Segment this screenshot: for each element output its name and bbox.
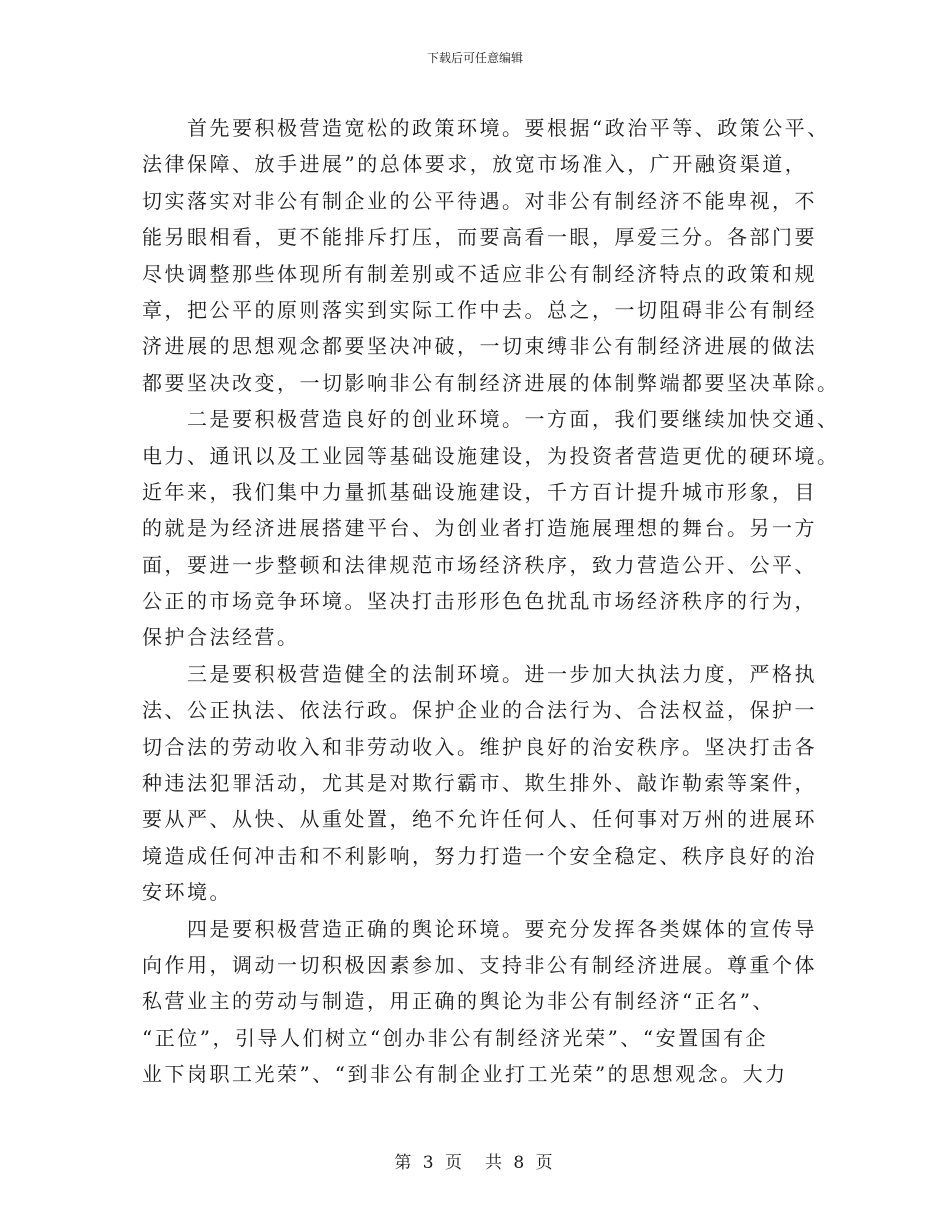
text-line: 首先要积极营造宽松的政策环境。要根据“政治平等、政策公平、 — [142, 116, 830, 140]
paragraph-policy-environment — [142, 110, 840, 401]
page-number — [0, 1152, 950, 1174]
paragraph-legal-environment — [142, 656, 817, 911]
text-line: 都要坚决改变，一切影响非公有制经济进展的体制弊端都要坚决革除。 — [142, 370, 840, 395]
text-line: 章，把公平的原则落实到实际工作中去。总之，一切阻碍非公有制经 — [142, 297, 817, 322]
page-header-note: 下载后可任意编辑 — [426, 51, 523, 65]
page-number-suffix: 页 — [535, 1153, 556, 1173]
text-line: 三是要积极营造健全的法制环境。进一步加大执法力度，严格执 — [142, 661, 817, 686]
text-line: 安环境。 — [142, 880, 232, 905]
page-number-middle: 页 共 — [445, 1153, 505, 1173]
text-line: 二是要积极营造良好的创业环境。一方面，我们要继续加快交通、 — [142, 407, 840, 432]
text-line: 近年来，我们集中力量抓基础设施建设，千方百计提升城市形象，目 — [142, 479, 817, 504]
text-line: 向作用，调动一切积极因素参加、支持非公有制经济进展。尊重个体 — [142, 952, 817, 977]
text-line: “正位”，引导人们树立“创办非公有制经济光荣”、“安置国有企 — [142, 1025, 769, 1050]
text-line: 法、公正执法、依法行政。保护企业的合法行为、合法权益，保护一 — [142, 698, 817, 723]
text-line: 境造成任何冲击和不利影响，努力打造一个安全稳定、秩序良好的治 — [142, 843, 817, 868]
document-body — [142, 110, 840, 1093]
paragraph-business-environment — [142, 401, 840, 656]
text-line: 面，要进一步整顿和法律规范市场经济秩序，致力营造公开、公平、 — [142, 552, 817, 577]
text-line: 尽快调整那些体现所有制差别或不适应非公有制经济特点的政策和规 — [142, 261, 817, 286]
text-line: 业下岗职工光荣”、“到非公有制企业打工光荣”的思想观念。大力 — [142, 1062, 788, 1087]
text-line: 保护合法经营。 — [142, 625, 300, 650]
text-line: 的就是为经济进展搭建平台、为创业者打造施展理想的舞台。另一方 — [142, 516, 817, 541]
text-line: 能另眼相看，更不能排斥打压，而要高看一眼，厚爱三分。各部门要 — [142, 225, 817, 250]
text-line: 济进展的思想观念都要坚决冲破，一切束缚非公有制经济进展的做法 — [142, 334, 817, 359]
text-line: 要从严、从快、从重处置，绝不允许任何人、任何事对万州的进展环 — [142, 807, 817, 832]
page-number-total: 8 — [513, 1153, 528, 1173]
page-number-current: 3 — [422, 1153, 437, 1173]
text-line: 种违法犯罪活动，尤其是对欺行霸市、欺生排外、敲诈勒索等案件， — [142, 771, 817, 796]
text-line: 私营业主的劳动与制造，用正确的舆论为非公有制经济“正名”、 — [142, 989, 775, 1014]
text-line: 法律保障、放手进展”的总体要求，放宽市场准入，广开融资渠道， — [142, 152, 808, 177]
paragraph-public-opinion-environment — [142, 911, 817, 1093]
text-line: 电力、通讯以及工业园等基础设施建设，为投资者营造更优的硬环境。 — [142, 443, 840, 468]
text-line: 切合法的劳动收入和非劳动收入。维护良好的治安秩序。坚决打击各 — [142, 734, 817, 759]
page-number-prefix: 第 — [394, 1153, 415, 1173]
text-line: 公正的市场竞争环境。坚决打击形形色色扰乱市场经济秩序的行为， — [142, 589, 817, 614]
text-line: 四是要积极营造正确的舆论环境。要充分发挥各类媒体的宣传导 — [142, 916, 817, 941]
text-line: 切实落实对非公有制企业的公平待遇。对非公有制经济不能卑视，不 — [142, 188, 817, 213]
